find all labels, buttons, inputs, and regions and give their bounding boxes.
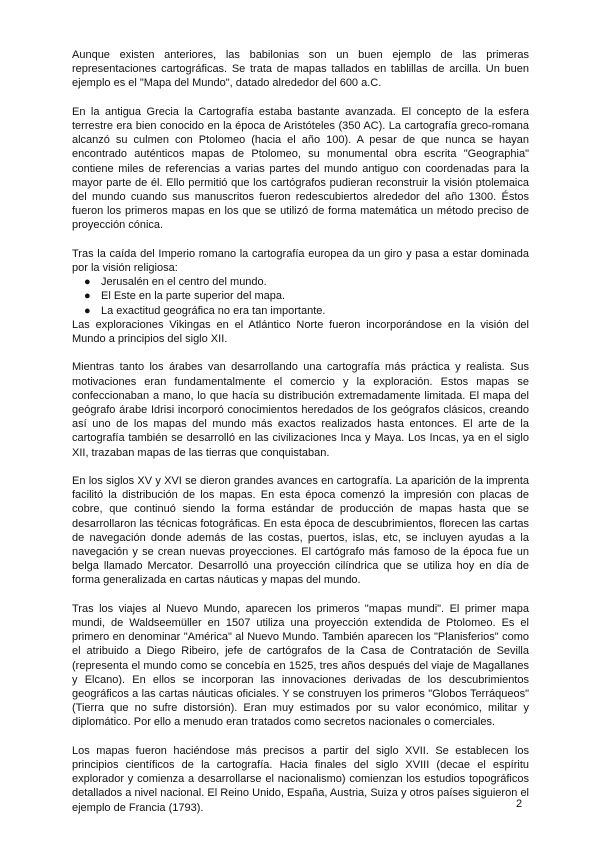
bullet-dot-icon: ●	[84, 276, 91, 289]
paragraph-17th-century-precision: Los mapas fueron haciéndose más precisos a partir del siglo XVII. Se establecen los principios científicos de la cartografía. Hacia finales del siglo XVIII (decae el espíritu explorador y comienza a desarrollarse el nacionalismo) comienzan los estudios topográficos detallados a nivel nacional. El Reino Unido, España, Austria, Suiza y otros países siguieron el ejemplo de Francia (1793).	[72, 744, 529, 814]
bullet-dot-icon: ●	[84, 290, 91, 303]
list-item-text: El Este en la parte superior del mapa.	[101, 290, 286, 303]
bullet-list-religious-view	[72, 275, 529, 318]
list-item-text: Jerusalén en el centro del mundo.	[101, 276, 267, 289]
paragraph-arab-cartography: Mientras tanto los árabes van desarrollando una cartografía más práctica y realista. Sus motivaciones eran fundamentalmente el comercio y la exploración. Estos mapas se confeccionaban a mano, lo que hacía su distribución extremadamente limitada. El mapa del geógrafo árabe Idrisi incorporó conocimientos heredados de los geógrafos clásicos, creando así uno de los mapas del mundo más exactos realizados hasta entonces. El arte de la cartografía también se desarrolló en las civilizaciones Inca y Maya. Los Incas, ya en el siglo XII, trazaban mapas de las tierras que conquistaban.	[72, 361, 529, 459]
paragraph-roman-empire-fall: Tras la caída del Imperio romano la cartografía europea da un giro y pasa a estar dominada por la visión religiosa:	[72, 247, 529, 275]
paragraph-babylonian-maps: Aunque existen anteriores, las babilonias son un buen ejemplo de las primeras representaciones cartográficas. Se trata de mapas tallados en tablillas de arcilla. Un buen ejemplo es el "Mapa del Mundo", datado alrededor del 600 a.C.	[72, 49, 529, 90]
paragraph-new-world-maps: Tras los viajes al Nuevo Mundo, aparecen los primeros "mapas mundi". El primer mapa mundi, de Waldseemüller en 1507 utiliza una proyección extendida de Ptolomeo. Es el primero en denominar "América" al Nuevo Mundo. También aparecen los "Planisferios" como el atribuido a Diego Ribeiro, jefe de cartógrafos de la Casa de Contratación de Sevilla (representa el mundo como se concebía en 1525, tres años después del viaje de Magallanes y Elcano). En ellos se incorporan las innovaciones derivadas de los descubrimientos geográficos a las cartas náuticas oficiales. Y se construyen los primeros "Globos Terráqueos" (Tierra que no sufre distorsión). Eran muy estimados por su valor económico, militar y diplomático. Por ello a menudo eran tratados como secretos nacionales o comerciales.	[72, 602, 529, 729]
list-item-text: La exactitud geográfica no era tan importante.	[101, 304, 326, 317]
page-body	[72, 48, 529, 829]
paragraph-viking-explorations: Las exploraciones Vikingas en el Atlántico Norte fueron incorporándose en la visión del Mundo a principios del siglo XII.	[72, 318, 529, 346]
paragraph-15th-16th-centuries: En los siglos XV y XVI se dieron grandes avances en cartografía. La aparición de la imprenta facilitó la distribución de los mapas. En esta época comenzó la impresión con placas de cobre, que continuó siendo la forma estándar de producción de mapas hasta que se desarrollaron las técnicas fotográficas. En esta época de descubrimientos, florecen las cartas de navegación donde además de las costas, puertos, islas, etc, se incluyen ayudas a la navegación y se crean nuevas proyecciones. El cartógrafo más famoso de la época fue un belga llamado Mercator. Desarrolló una proyección cilíndrica que se utiliza hoy en día de forma generalizada en cartas náuticas y mapas del mundo.	[72, 475, 529, 587]
list-item	[84, 304, 529, 318]
page-number: 2	[516, 798, 523, 810]
list-item	[84, 275, 529, 289]
list-item	[84, 289, 529, 303]
bullet-dot-icon: ●	[84, 304, 91, 317]
paragraph-greek-cartography: En la antigua Grecia la Cartografía estaba bastante avanzada. El concepto de la esfera terrestre era bien conocido en la época de Aristóteles (350 AC). La cartografía greco-romana alcanzó su culmen con Ptolomeo (hacia el año 100). A pesar de que nunca se hayan encontrado auténticos mapas de Ptolomeo, su monumental obra escrita "Geographia" contiene miles de referencias a varias partes del mundo antiguo con coordenadas para la mayor parte de él. Ello permitió que los cartógrafos pudieran reconstruir la visión ptolemaica del mundo cuando sus manuscritos fueron redescubiertos alrededor del año 1300. Éstos fueron los primeros mapas en los que se utilizó de forma matemática un método preciso de proyección cónica.	[72, 105, 529, 232]
